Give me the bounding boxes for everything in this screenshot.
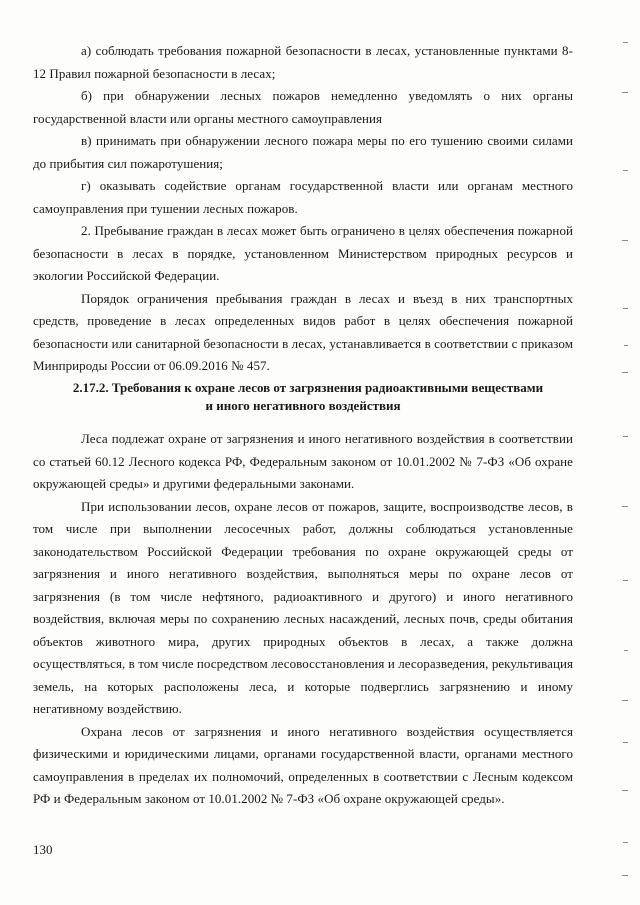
edge-mark — [624, 345, 628, 346]
paragraph-order: Порядок ограничения пребывания граждан в лесах и въезд в них транспортных средств, проведение в лесах определенных видов работ в целях обеспечения пожарной безопасности или санитарной безопасности в лесах, устанавливается в соответствии с приказом Минприроды России от 06.09.2016 № 457. — [33, 290, 573, 373]
heading-line-1: 2.17.2. Требования к охране лесов от загрязнения радиоактивными веществами — [72, 380, 544, 395]
edge-mark — [622, 372, 628, 373]
edge-mark — [623, 170, 628, 171]
section-fire-safety — [33, 40, 573, 378]
edge-mark — [623, 436, 628, 437]
paragraph-v: в) принимать при обнаружении лесного пожара меры по его тушению своими силами до прибытия сил пожаротушения; — [33, 133, 573, 171]
section-heading — [33, 379, 573, 415]
paragraph-1: Леса подлежат охране от загрязнения и иного негативного воздействия в соответствии со статьей 60.12 Лесного кодекса РФ, Федеральным законом от 10.01.2002 № 7-ФЗ «Об охране окружающей среды» и другими федеральными законами. — [33, 431, 573, 491]
edge-mark — [622, 875, 628, 876]
heading-line-2: и иного негативного воздействия — [205, 398, 401, 413]
paragraph-3: Охрана лесов от загрязнения и иного негативного воздействия осуществляется физическими и юридическими лицами, органами государственной власти, органами местного самоуправления в пределах их полномочий, определенных в соответствии с Лесным кодексом РФ и Федеральным законом от 10.01.2002 № 7-ФЗ «Об охране окружающей среды». — [33, 723, 573, 806]
edge-mark — [623, 580, 628, 581]
page-number: 130 — [33, 842, 53, 857]
edge-mark — [623, 742, 628, 743]
paragraph-2: При использовании лесов, охране лесов от пожаров, защите, воспроизводстве лесов, в том числе при выполнении лесосечных работ, должны соблюдаться установленные законодательством Российской Федерации требования по охране окружающей среды от загрязнения и иного негативного воздействия, выполняться меры по охране лесов от загрязнения (в том числе нефтяного, радиоактивного и другого) и иного негативного воздействия, включая меры по сохранению лесных насаждений, лесных почв, среды обитания объектов животного мира, других природных объектов в лесах, а также должна осуществляться, в том числе посредством лесовосстановления и лесоразведения, рекультивация земель, на которых расположены леса, и которые подверглись загрязнению и иному негативному воздействию. — [33, 498, 573, 716]
paragraph-2: 2. Пребывание граждан в лесах может быть ограничено в целях обеспечения пожарной безопасности в лесах в порядке, установленном Министерством природных ресурсов и экологии Российской Федерации. — [33, 223, 573, 283]
edge-mark — [622, 92, 628, 93]
edge-mark — [624, 650, 628, 651]
edge-mark — [623, 42, 628, 43]
edge-mark — [622, 700, 628, 701]
paragraph-g: г) оказывать содействие органам государственной власти или органам местного самоуправления при тушении лесных пожаров. — [33, 178, 573, 216]
edge-mark — [622, 240, 628, 241]
edge-mark — [623, 308, 628, 309]
paragraph-a: а) соблюдать требования пожарной безопасности в лесах, установленные пунктами 8-12 Правил пожарной безопасности в лесах; — [33, 43, 573, 81]
scan-edge-marks — [618, 0, 628, 905]
edge-mark — [622, 790, 628, 791]
edge-mark — [623, 842, 628, 843]
paragraph-b: б) при обнаружении лесных пожаров немедленно уведомлять о них органы государственной власти или органы местного самоуправления — [33, 88, 573, 126]
section-pollution-protection — [33, 428, 573, 811]
edge-mark — [622, 506, 628, 507]
